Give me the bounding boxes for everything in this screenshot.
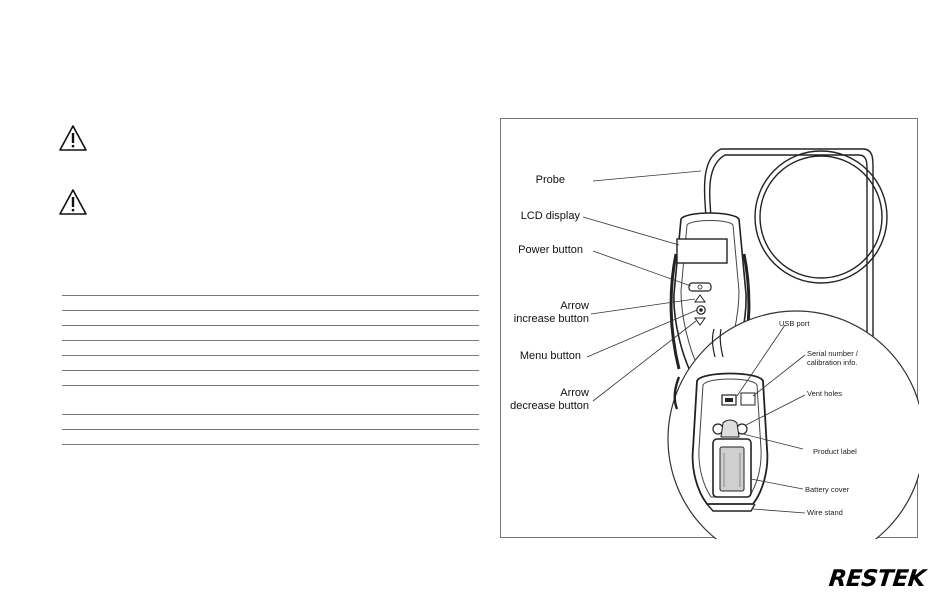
label-arrow-increase-button	[501, 300, 589, 326]
label-arrow-increase-line2: increase button	[513, 313, 589, 325]
label-serial-number	[807, 349, 858, 367]
label-arrow-decrease-button	[501, 387, 589, 413]
label-lcd-display: LCD display	[520, 210, 580, 222]
table-rule	[62, 355, 479, 356]
label-probe: Probe	[535, 174, 565, 186]
device-diagram-figure	[500, 118, 918, 538]
logo-wordmark: RESTEK	[827, 566, 927, 592]
label-serial-line2: calibration info.	[807, 358, 858, 367]
table-rule	[62, 370, 479, 371]
label-arrow-decrease-line1: Arrow	[560, 387, 589, 399]
table-rule	[62, 310, 479, 311]
label-battery-cover: Battery cover	[805, 485, 850, 494]
table-rule	[62, 429, 479, 430]
table-rule	[62, 325, 479, 326]
label-arrow-increase-line1: Arrow	[560, 300, 589, 312]
table-rule	[62, 385, 479, 386]
warning-triangle-icon	[58, 188, 88, 216]
warning-triangle-icon	[58, 124, 88, 152]
label-arrow-decrease-line2: decrease button	[510, 400, 589, 412]
label-power-button: Power button	[518, 244, 583, 256]
table-rule	[62, 444, 479, 445]
label-serial-line1: Serial number /	[807, 349, 858, 358]
label-product-label: Product label	[813, 447, 857, 456]
table-rule	[62, 414, 479, 415]
table-rule	[62, 340, 479, 341]
restek-logo	[829, 566, 939, 592]
label-wire-stand: Wire stand	[807, 508, 843, 517]
label-usb-port: USB port	[779, 319, 810, 328]
label-menu-button: Menu button	[519, 350, 581, 362]
table-rule	[62, 295, 479, 296]
label-vent-holes: Vent holes	[807, 389, 843, 398]
